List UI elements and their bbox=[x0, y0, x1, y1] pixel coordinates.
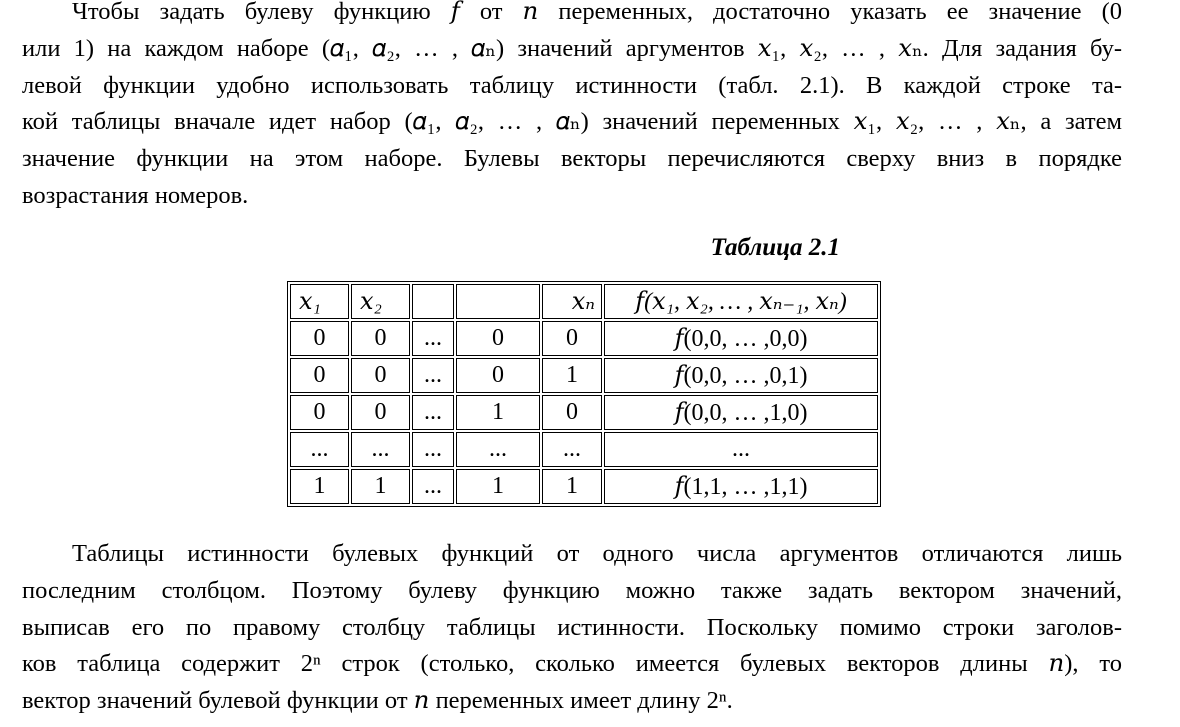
header-cell-x1: 𝑥₁ bbox=[290, 284, 349, 319]
table-caption: Таблица 2.1 bbox=[710, 234, 840, 261]
table-cell: ... bbox=[604, 432, 878, 467]
table-cell: 1 bbox=[351, 469, 410, 504]
table-cell: 0 bbox=[542, 321, 602, 356]
paragraph-truth-table-intro bbox=[22, 0, 1122, 215]
table-cell: 0 bbox=[456, 358, 540, 393]
table-cell: ... bbox=[290, 432, 349, 467]
text-line: последним столбцом. Поэтому булеву функцию можно также задать вектором значений, bbox=[22, 576, 1122, 604]
table-cell: 0 bbox=[351, 358, 410, 393]
table-row bbox=[290, 395, 878, 430]
table-cell: 0 bbox=[351, 321, 410, 356]
table-header-row bbox=[290, 284, 878, 319]
table-cell: 0 bbox=[456, 321, 540, 356]
table-cell: ... bbox=[542, 432, 602, 467]
table-cell: 𝑓(1,1, … ,1,1) bbox=[604, 469, 878, 504]
table-row bbox=[290, 321, 878, 356]
header-cell-x2: 𝑥₂ bbox=[351, 284, 410, 319]
table-row bbox=[290, 432, 878, 467]
table-cell: 0 bbox=[290, 321, 349, 356]
header-cell-function: 𝑓(𝑥₁, 𝑥₂, … , 𝑥ₙ₋₁, 𝑥ₙ) bbox=[604, 284, 878, 319]
table-cell: 1 bbox=[542, 469, 602, 504]
table-cell: ... bbox=[412, 469, 454, 504]
text-line: Таблицы истинности булевых функций от одного числа аргументов отличаются лишь bbox=[72, 540, 1122, 567]
table-cell: 1 bbox=[542, 358, 602, 393]
text-line: возрастания номеров. bbox=[22, 181, 249, 209]
table-cell: 𝑓(0,0, … ,0,0) bbox=[604, 321, 878, 356]
text-line: левой функции удобно использовать таблицу истинности (табл. 2.1). В каждой строке та- bbox=[22, 71, 1122, 99]
table-cell: 1 bbox=[456, 469, 540, 504]
table-cell: ... bbox=[456, 432, 540, 467]
table-cell: ... bbox=[351, 432, 410, 467]
table-cell: 1 bbox=[456, 395, 540, 430]
table-cell: ... bbox=[412, 395, 454, 430]
table-cell: ... bbox=[412, 432, 454, 467]
table-cell: ... bbox=[412, 321, 454, 356]
header-cell-xn: 𝑥ₙ bbox=[542, 284, 602, 319]
table-cell: 𝑓(0,0, … ,1,0) bbox=[604, 395, 878, 430]
header-cell-empty bbox=[412, 284, 454, 319]
table-cell: 𝑓(0,0, … ,0,1) bbox=[604, 358, 878, 393]
paragraph-value-vector bbox=[22, 536, 1122, 720]
table-row bbox=[290, 469, 878, 504]
text-line: выписав его по правому столбцу таблицы истинности. Поскольку помимо строки заголов- bbox=[22, 613, 1122, 641]
table-cell: ... bbox=[412, 358, 454, 393]
text-line: кой таблицы вначале идет набор (𝛼₁, 𝛼₂, … , 𝛼ₙ) значений переменных 𝑥₁, 𝑥₂, … , 𝑥ₙ, а затем bbox=[22, 108, 1122, 136]
table-cell: 0 bbox=[351, 395, 410, 430]
text-line: или 1) на каждом наборе (𝛼₁, 𝛼₂, … , 𝛼ₙ) значений аргументов 𝑥₁, 𝑥₂, … , 𝑥ₙ. Для задания бу- bbox=[22, 34, 1122, 62]
table-row bbox=[290, 358, 878, 393]
table-cell: 0 bbox=[290, 395, 349, 430]
text-line: значение функции на этом наборе. Булевы векторы перечисляются сверху вниз в порядке bbox=[22, 145, 1122, 173]
truth-table bbox=[287, 281, 881, 507]
header-cell-empty bbox=[456, 284, 540, 319]
text-line: вектор значений булевой функции от 𝑛 переменных имеет длину 2ⁿ. bbox=[22, 687, 733, 715]
table-cell: 1 bbox=[290, 469, 349, 504]
text-line: ков таблица содержит 2ⁿ строк (столько, сколько имеется булевых векторов длины 𝑛), то bbox=[22, 650, 1122, 678]
text-line: Чтобы задать булеву функцию 𝑓 от 𝑛 переменных, достаточно указать ее значение (0 bbox=[72, 0, 1122, 25]
table-cell: 0 bbox=[542, 395, 602, 430]
table-cell: 0 bbox=[290, 358, 349, 393]
